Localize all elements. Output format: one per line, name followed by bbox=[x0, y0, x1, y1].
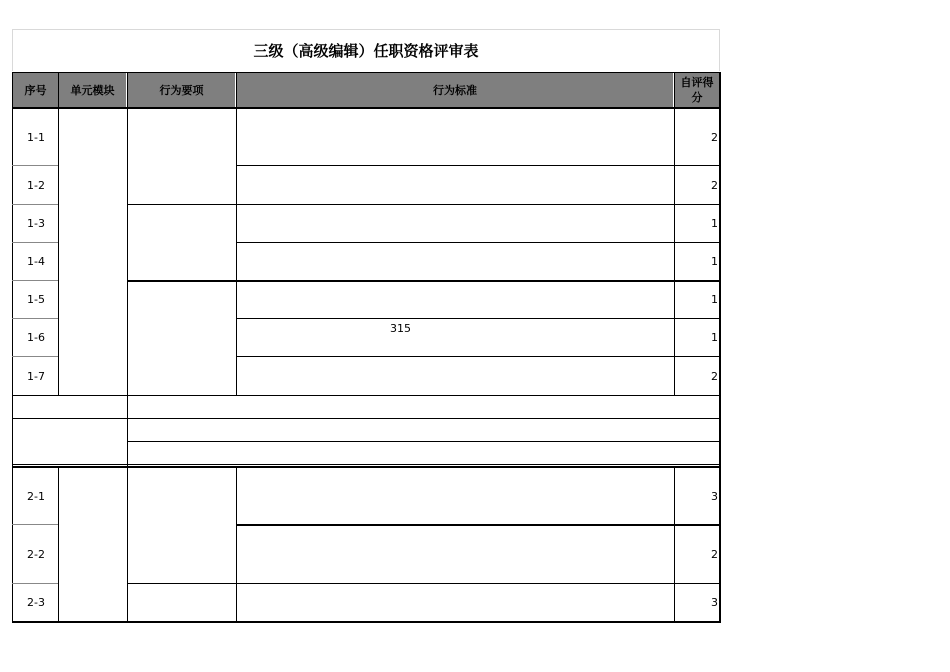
row-seq-2-1: 2-1 bbox=[27, 489, 45, 503]
form-title: 三级（高级编辑）任职资格评审表 bbox=[12, 29, 720, 71]
grid-line bbox=[58, 466, 59, 623]
row-score-1-3: 1 bbox=[711, 217, 718, 230]
row-seq-1-5: 1-5 bbox=[27, 293, 45, 306]
grid-line bbox=[12, 395, 721, 396]
row-seq-1-6: 1-6 bbox=[27, 331, 45, 344]
grid-line bbox=[12, 72, 721, 73]
header-seq: 序号 bbox=[13, 73, 58, 107]
grid-line bbox=[236, 524, 721, 526]
grid-line bbox=[127, 280, 237, 282]
row-score-1-5: 1 bbox=[711, 293, 718, 306]
grid-line bbox=[674, 72, 675, 396]
grid-line bbox=[12, 165, 58, 166]
grid-line bbox=[12, 318, 58, 319]
grid-line bbox=[58, 72, 59, 396]
grid-line bbox=[127, 72, 128, 623]
grid-line bbox=[127, 204, 237, 205]
row-seq-1-2: 1-2 bbox=[27, 178, 45, 192]
row-score-1-6: 1 bbox=[711, 331, 718, 344]
grid-line bbox=[236, 204, 721, 205]
row-seq-1-7: 1-7 bbox=[27, 369, 45, 383]
grid-line bbox=[12, 72, 13, 623]
header-self-score: 自评得分 bbox=[675, 73, 719, 107]
grid-line bbox=[12, 107, 721, 109]
cell-stray-number: 315 bbox=[390, 322, 411, 335]
grid-line bbox=[12, 356, 58, 357]
grid-line bbox=[236, 242, 721, 243]
grid-line bbox=[12, 418, 721, 419]
grid-line bbox=[12, 466, 721, 468]
header-standard: 行为标准 bbox=[237, 73, 673, 107]
grid-line bbox=[12, 621, 721, 623]
header-module: 单元模块 bbox=[59, 73, 126, 107]
row-seq-2-3: 2-3 bbox=[27, 596, 45, 609]
grid-line bbox=[236, 165, 721, 166]
grid-line bbox=[127, 583, 721, 584]
row-seq-1-4: 1-4 bbox=[27, 255, 45, 268]
grid-line bbox=[12, 280, 58, 281]
grid-line bbox=[12, 464, 721, 465]
grid-line bbox=[236, 72, 237, 396]
row-score-1-1: 2 bbox=[711, 130, 718, 144]
grid-line bbox=[236, 466, 237, 623]
grid-line bbox=[674, 466, 675, 623]
row-seq-1-3: 1-3 bbox=[27, 217, 45, 230]
grid-line bbox=[236, 356, 721, 357]
row-score-1-7: 2 bbox=[711, 369, 718, 383]
header-requirement: 行为要项 bbox=[128, 73, 235, 107]
row-score-2-1: 3 bbox=[711, 489, 718, 503]
row-score-2-3: 3 bbox=[711, 596, 718, 609]
grid-line bbox=[127, 441, 721, 442]
grid-line bbox=[719, 72, 721, 623]
grid-line bbox=[236, 280, 721, 282]
row-score-1-4: 1 bbox=[711, 255, 718, 268]
row-seq-2-2: 2-2 bbox=[27, 547, 45, 561]
row-seq-1-1: 1-1 bbox=[27, 130, 45, 144]
grid-line bbox=[12, 583, 58, 584]
row-score-2-2: 2 bbox=[711, 547, 718, 561]
grid-line bbox=[12, 242, 58, 243]
grid-line bbox=[12, 524, 58, 525]
grid-line bbox=[12, 204, 58, 205]
row-score-1-2: 2 bbox=[711, 178, 718, 192]
grid-line bbox=[236, 318, 721, 319]
